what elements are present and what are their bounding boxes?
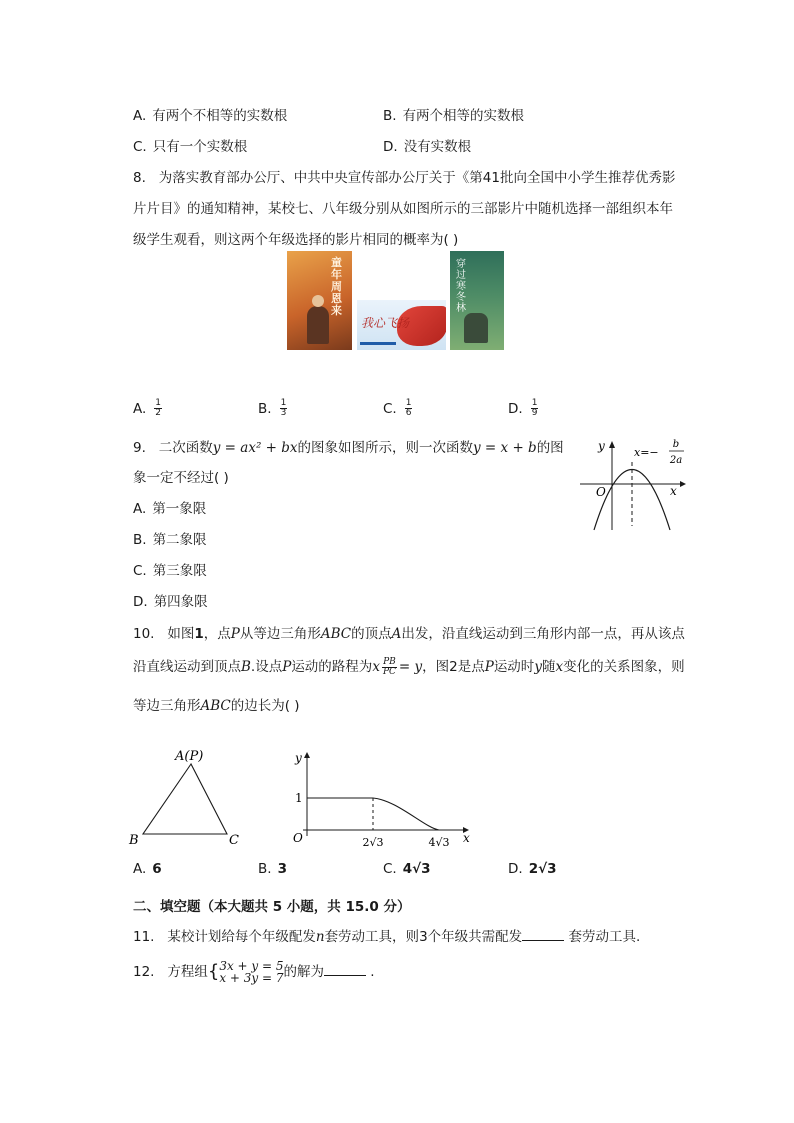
y-axis-arrow	[304, 752, 310, 758]
option-letter: A.	[133, 861, 147, 877]
y-tick-1: 1	[295, 791, 303, 805]
fraction	[154, 399, 162, 418]
option-letter: A.	[133, 501, 147, 517]
denominator: 9	[531, 408, 538, 418]
q10-fraction	[382, 658, 397, 677]
q8-line3: 级学生观看，则这两个年级选择的影片相同的概率为( )	[133, 232, 459, 248]
q10-math: = y	[398, 659, 423, 675]
q10-math: A	[391, 626, 402, 642]
option-letter: C.	[383, 400, 397, 417]
q8-text-1: 为落实教育部办公厅、中共中央宣传部办公厅关于《第41批向全国中小学生推荐优秀影	[158, 170, 676, 186]
movie-poster-1	[287, 251, 352, 350]
q10-math: x	[372, 659, 380, 675]
option-text: 有两个不相等的实数根	[152, 108, 288, 124]
option-letter: A.	[133, 108, 147, 124]
y-label: y	[295, 751, 302, 765]
question-number: 10.	[133, 626, 155, 642]
numerator: 1	[155, 398, 162, 408]
option-letter: D.	[133, 594, 148, 610]
option-text: 6	[152, 861, 162, 877]
graph-decreasing-curve	[373, 798, 439, 830]
option-letter: C.	[133, 563, 147, 579]
option-letter: D.	[508, 400, 523, 417]
option-text: 4√3	[402, 861, 431, 877]
q8-line2: 片片目》的通知精神，某校七、八年级分别从如图所示的三部影片中随机选择一部组织本年	[133, 201, 673, 217]
section-2-heading: 二、填空题（本大题共 5 小题，共 15.0 分）	[133, 899, 411, 915]
q7-option-d	[383, 135, 471, 155]
brace-icon: {	[207, 961, 220, 982]
q9-line1	[133, 436, 564, 456]
x-label: x	[670, 484, 677, 498]
q10-math: P	[230, 626, 240, 642]
q10-text: 运动时	[493, 659, 535, 675]
question-number: 8.	[133, 170, 146, 186]
answer-blank[interactable]	[522, 928, 564, 941]
q11-math: n	[315, 929, 325, 945]
q9-option-d	[133, 590, 208, 610]
q12-text: .	[370, 964, 375, 980]
q11-text: 某校计划给每个年级配发	[167, 929, 316, 945]
origin-label: O	[596, 485, 606, 499]
q11-text: 个年级共需配发	[427, 929, 523, 945]
option-text: 有两个相等的实数根	[402, 108, 525, 124]
q10-math: ABC	[320, 626, 352, 642]
denominator: PC	[382, 666, 396, 677]
y-axis-arrow	[609, 441, 615, 448]
q12-text: 的解为	[283, 964, 324, 980]
q10-math: x	[555, 659, 564, 675]
q10-function-graph	[285, 744, 485, 850]
q10-math: B	[241, 659, 251, 675]
q7-option-c	[133, 135, 247, 155]
y-label: y	[598, 439, 605, 453]
q10-text: .设点	[250, 659, 283, 675]
equation-system	[219, 960, 283, 984]
q11-text: 套劳动工具，则	[324, 929, 420, 945]
q8-option-b	[258, 399, 289, 418]
q10-line2	[133, 655, 685, 677]
q9-text: 二次函数	[158, 440, 213, 456]
q8-option-a	[133, 399, 164, 418]
q10-math: y	[534, 659, 542, 675]
denominator: 2	[155, 408, 162, 418]
denominator: 3	[280, 408, 287, 418]
vertex-c-label: C	[229, 833, 239, 848]
q9-text: 的图	[536, 440, 564, 456]
question-number: 12.	[133, 964, 155, 980]
q10-text: 1	[194, 626, 204, 642]
q9-option-c	[133, 559, 207, 579]
q12-text: 方程组	[167, 964, 208, 980]
q10-text: 如图	[167, 626, 195, 642]
poster-1-title: 童年周恩来	[331, 256, 342, 317]
q9-text: 的图象如图所示，则一次函数	[297, 440, 474, 456]
vertex-b-label: B	[129, 833, 139, 848]
option-letter: B.	[133, 532, 147, 548]
option-text: 3	[277, 861, 287, 877]
q9-expr-2: y = x + b	[473, 440, 537, 456]
option-text: 第二象限	[152, 532, 207, 548]
x-tick-4sqrt3: 4√3	[428, 836, 450, 849]
fraction	[280, 399, 288, 418]
q10-option-d	[508, 861, 556, 877]
poster-2-title: 我心飞扬	[361, 316, 410, 330]
q10-text: 随	[541, 659, 556, 675]
q12-line	[133, 960, 375, 984]
q10-text: 出发，沿直线运动到三角形内部一点，再从该点	[401, 626, 685, 642]
x-label: x	[463, 831, 470, 845]
option-text: 只有一个实数根	[152, 139, 248, 155]
denominator: 6	[405, 408, 412, 418]
question-number: 9.	[133, 440, 146, 456]
q7-option-b	[383, 104, 524, 124]
option-text: 没有实数根	[403, 139, 472, 155]
q10-text: 从等边三角形	[239, 626, 321, 642]
q10-text: 沿直线运动到顶点	[133, 659, 241, 675]
numerator: PB	[383, 656, 396, 667]
poster-3-title: 穿过寒冬林	[456, 259, 466, 314]
option-text: 第三象限	[152, 563, 207, 579]
q10-option-c	[383, 861, 431, 877]
option-letter: A.	[133, 400, 147, 417]
option-letter: B.	[383, 108, 397, 124]
q10-text: 等边三角形	[133, 698, 201, 714]
option-letter: D.	[383, 139, 398, 155]
equation-2: x + 3y = 7	[219, 971, 284, 985]
equation-1: 3x + y = 5	[219, 959, 284, 973]
q7-option-a	[133, 104, 287, 124]
q11-line	[133, 925, 640, 945]
vertex-a-label: A(P)	[175, 749, 204, 764]
axis-eq-denominator: 2a	[669, 455, 683, 466]
equilateral-triangle	[143, 764, 227, 834]
q9-line2: 象一定不经过( )	[133, 470, 229, 486]
x-axis-arrow	[680, 481, 686, 487]
option-letter: C.	[133, 139, 147, 155]
q10-math: P	[282, 659, 292, 675]
q10-line1	[133, 622, 685, 642]
origin-label: O	[293, 831, 303, 845]
q9-parabola-graph	[576, 434, 696, 534]
q10-line3	[133, 694, 300, 714]
option-text: 第四象限	[153, 594, 208, 610]
q10-triangle-figure	[125, 744, 245, 850]
option-letter: C.	[383, 861, 397, 877]
option-text: 2√3	[528, 861, 557, 877]
numerator: 1	[280, 398, 287, 408]
q8-option-d	[508, 399, 540, 418]
q10-option-a	[133, 861, 162, 877]
q11-text: 3	[419, 929, 428, 945]
q10-math: ABC	[200, 698, 231, 714]
q9-expr-1: y = ax² + bx	[212, 440, 298, 456]
q8-option-c	[383, 399, 414, 418]
option-letter: D.	[508, 861, 523, 877]
fraction	[531, 399, 539, 418]
q9-option-a	[133, 497, 206, 517]
axis-eq-label: x=−	[634, 446, 659, 459]
axis-eq-numerator: b	[672, 439, 680, 450]
q10-text: 变化的关系图象，则	[563, 659, 685, 675]
q11-text: 套劳动工具.	[568, 929, 641, 945]
q10-text: 运动的路程为	[291, 659, 373, 675]
movie-poster-3	[450, 251, 504, 350]
q10-math: P	[484, 659, 494, 675]
numerator: 1	[405, 398, 412, 408]
question-number: 11.	[133, 929, 155, 945]
option-text: 第一象限	[152, 501, 207, 517]
option-letter: B.	[258, 861, 272, 877]
q10-text: ，点	[203, 626, 231, 642]
x-tick-2sqrt3: 2√3	[362, 836, 384, 849]
fraction	[405, 399, 413, 418]
movie-poster-2	[357, 300, 446, 350]
q9-option-b	[133, 528, 207, 548]
q10-option-b	[258, 861, 287, 877]
numerator: 1	[531, 398, 538, 408]
q10-text: 的边长为( )	[230, 698, 300, 714]
q10-text: 的顶点	[351, 626, 392, 642]
q8-line1	[133, 166, 675, 186]
option-letter: B.	[258, 400, 272, 417]
q10-text: ，图2是点	[422, 659, 485, 675]
answer-blank[interactable]	[324, 963, 366, 976]
